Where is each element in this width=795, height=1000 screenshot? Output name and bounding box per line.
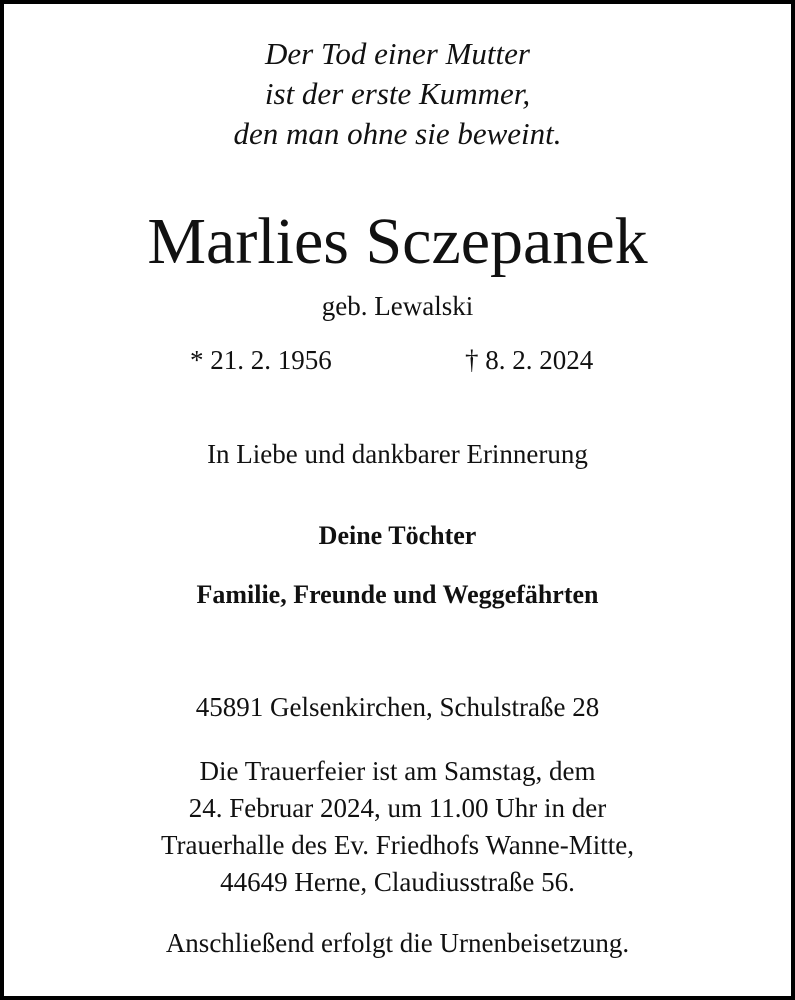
urn-burial-note: Anschließend erfolgt die Urnenbeisetzung. (165, 928, 630, 958)
quote-line: ist der erste Kummer, (264, 76, 531, 111)
service-line: Trauerhalle des Ev. Friedhofs Wanne-Mitte, (161, 830, 634, 860)
quote-line: Der Tod einer Mutter (265, 36, 530, 71)
service-line: 44649 Herne, Claudiusstraße 56. (220, 867, 575, 897)
death-date: † 8. 2. 2024 (465, 345, 594, 375)
deceased-name: Marlies Sczepanek (147, 205, 648, 278)
funeral-service-info (4, 753, 791, 901)
birth-date: * 21. 2. 1956 (190, 345, 332, 375)
memory-line: In Liebe und dankbarer Erinnerung (207, 439, 588, 469)
service-line: 24. Februar 2024, um 11.00 Uhr in der (188, 793, 607, 823)
mourners-family: Familie, Freunde und Weggefährten (196, 580, 599, 609)
maiden-name: geb. Lewalski (321, 291, 474, 321)
quote-line: den man ohne sie beweint. (233, 116, 562, 151)
family-address: 45891 Gelsenkirchen, Schulstraße 28 (195, 692, 600, 722)
service-line: Die Trauerfeier ist am Samstag, dem (199, 756, 596, 786)
memorial-quote (4, 34, 791, 154)
mourners-daughters: Deine Töchter (318, 521, 477, 550)
